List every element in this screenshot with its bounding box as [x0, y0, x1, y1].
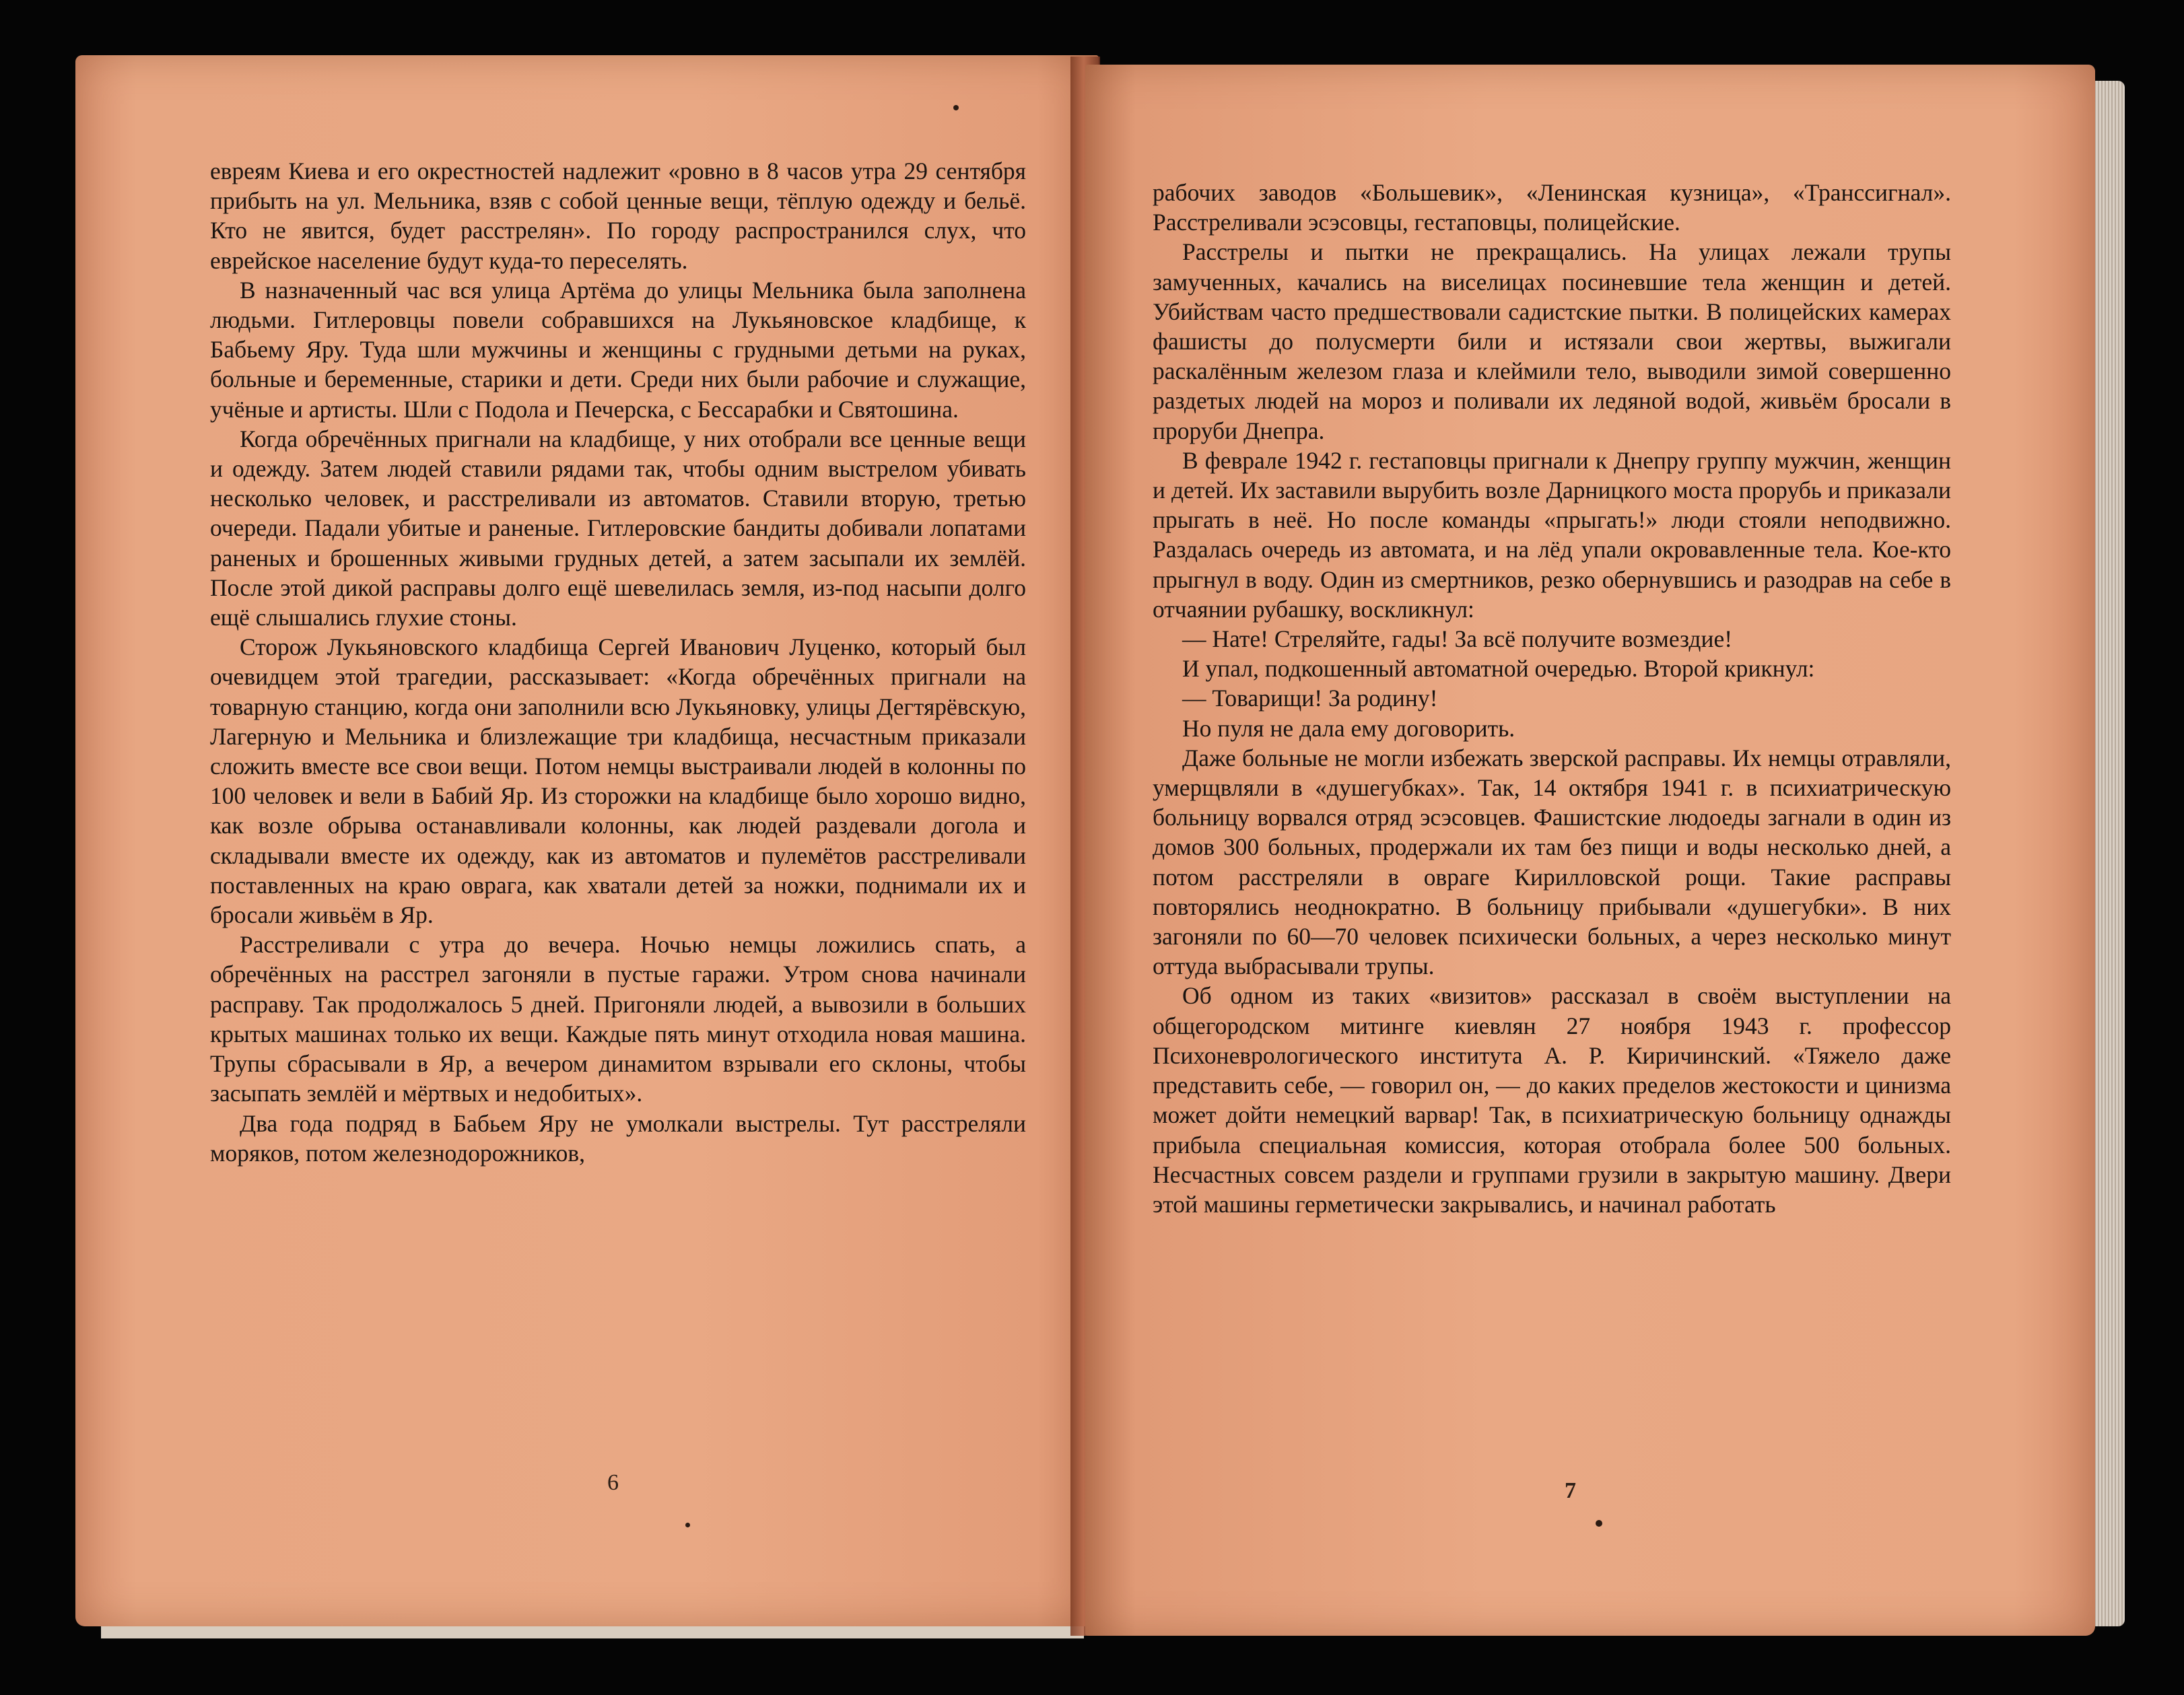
- paragraph: В назначенный час вся улица Артёма до улицы Мельника была заполнена людьми. Гитлеровцы повели собравшихся на Лукьяновское кладбище, к Бабьему Яру. Туда шли мужчины и женщины с грудными детьми на руках, больные и беременные, старики и дети. Среди них были рабочие и служащие, учёные и артисты. Шли с Подола и Печерска, с Бессарабки и Святошина.: [210, 276, 1026, 423]
- paper-speck: [1596, 1520, 1602, 1527]
- paragraph: Но пуля не дала ему договорить.: [1182, 714, 1515, 742]
- page-stack-bottom-edge: [101, 1625, 1084, 1638]
- paragraph: — Товарищи! За родину!: [1182, 685, 1438, 712]
- paragraph: Расстреливали с утра до вечера. Ночью немцы ложились спать, а обречённых на расстрел загоняли в пустые гаражи. Утром снова начинали расправу. Так продолжалось 5 дней. Пригоняли людей, а вывозили в больших крытых машинах только их вещи. Каждые пять минут отходила новая машина. Трупы сбрасывали в Яр, а вечером динамитом взрывали его склоны, чтобы засыпать землёй и мёртвых и недобитых».: [210, 931, 1026, 1107]
- paragraph: евреям Киева и его окрестностей надлежит «ровно в 8 часов утра 29 сентября прибыть на ул. Мельника, взяв с собой ценные вещи, тёплую одежду и бельё. Кто не явится, будет расстрелян». По городу распространился слух, что еврейское население будут куда-то переселять.: [210, 158, 1026, 274]
- paragraph: Об одном из таких «визитов» рассказал в своём выступлении на общегородском митинге киевлян 27 ноября 1943 г. профессор Психоневрологического института А. Р. Киричинский. «Тяжело даже представить себе, — говорил он, — до каких пределов жестокости и цинизма может дойти немецкий варвар! Так, в психиатрическую больницу однажды прибыла специальная комиссия, которая отобрала более 500 больных. Несчастных совсем раздели и группами грузили в закрытую машину. Двери этой машины герметически закрывались, и начинал работать: [1153, 982, 1951, 1218]
- paragraph: Два года подряд в Бабьем Яру не умолкали выстрелы. Тут расстреляли моряков, потом железнодорожников,: [210, 1109, 1026, 1167]
- paragraph: Сторож Лукьяновского кладбища Сергей Иванович Луценко, который был очевидцем этой трагедии, рассказывает: «Когда обречённых пригнали на товарную станцию, когда они заполнили всю Лукьяновку, улицы Дегтярёвскую, Лагерную и Мельника и близлежащие три кладбища, несчастным приказали сложить вместе все свои вещи. Потом немцы выстраивали людей в колонны по 100 человек и вели в Бабий Яр. Из сторожки на кладбище было хорошо видно, как возле обрыва останавливали колонны, как людей раздевали догола и складывали вместе их одежду, как из автоматов и пулемётов расстреливали поставленных на краю оврага, как хватали детей за ножки, поднимали их и бросали живьём в Яр.: [210, 633, 1026, 929]
- page-stack-right-edge: [2092, 81, 2125, 1626]
- paragraph: В феврале 1942 г. гестаповцы пригнали к Днепру группу мужчин, женщин и детей. Их заставили вырубить возле Дарницкого моста прорубь и приказали прыгать в неё. Но после команды «прыгать!» люди стояли неподвижно. Раздалась очередь из автомата, и на лёд упали окровавленные тела. Кое-кто прыгнул в воду. Один из смертников, резко обернувшись и разодрав на себе в отчаянии рубашку, воскликнул:: [1153, 446, 1951, 623]
- paragraph: И упал, подкошенный автоматной очередью. Второй крикнул:: [1182, 655, 1815, 683]
- paragraph: Когда обречённых пригнали на кладбище, у них отобрали все ценные вещи и одежду. Затем людей ставили рядами так, чтобы одним выстрелом убивать несколько человек, и расстреливали из автоматов. Ставили вторую, третью очереди. Падали убитые и раненые. Гитлеровские бандиты добивали лопатами раненых и брошенных живыми грудных детей, а затем засыпали их землёй. После этой дикой расправы долго ещё шевелилась земля, из-под насыпи долго ещё слышались глухие стоны.: [210, 425, 1026, 631]
- paragraph: Расстрелы и пытки не прекращались. На улицах лежали трупы замученных, качались на виселицах посиневшие тела женщин и детей. Убийствам часто предшествовали садистские пытки. В полицейских камерах фашисты до полусмерти били и истязали свои жертвы, выжигали раскалённым железом глаза и клеймили тело, выводили зимой совершенно раздетых людей на мороз и поливали их ледяной водой, живьём бросали в проруби Днепра.: [1153, 238, 1951, 444]
- right-page-text: [1153, 178, 1951, 1219]
- left-page: [75, 55, 1099, 1626]
- paper-speck: [685, 1523, 690, 1527]
- paragraph: Даже больные не могли избежать зверской расправы. Их немцы отравляли, умерщвляли в «душегубках». Так, 14 октября 1941 г. в психиатрическую больницу ворвался отряд эсэсовцев. Фашистские людоеды загнали в один из домов 300 больных, продержали их там без пищи и воды несколько дней, а потом расстреляли в овраге Кирилловской рощи. Такие расправы повторялись неоднократно. В больницу прибывали «душегубки». В них загоняли по 60—70 человек психически больных, а через несколько минут оттуда выбрасывали трупы.: [1153, 744, 1951, 980]
- page-number: 6: [607, 1470, 619, 1495]
- right-page: [1085, 65, 2095, 1636]
- left-page-text: [210, 156, 1026, 1168]
- paragraph: рабочих заводов «Большевик», «Ленинская кузница», «Транссигнал». Расстреливали эсэсовцы, гестаповцы, полицейские.: [1153, 179, 1951, 236]
- page-number: 7: [1565, 1478, 1576, 1503]
- paragraph: — Нате! Стреляйте, гады! За всё получите возмездие!: [1182, 625, 1733, 653]
- paper-speck: [953, 105, 959, 110]
